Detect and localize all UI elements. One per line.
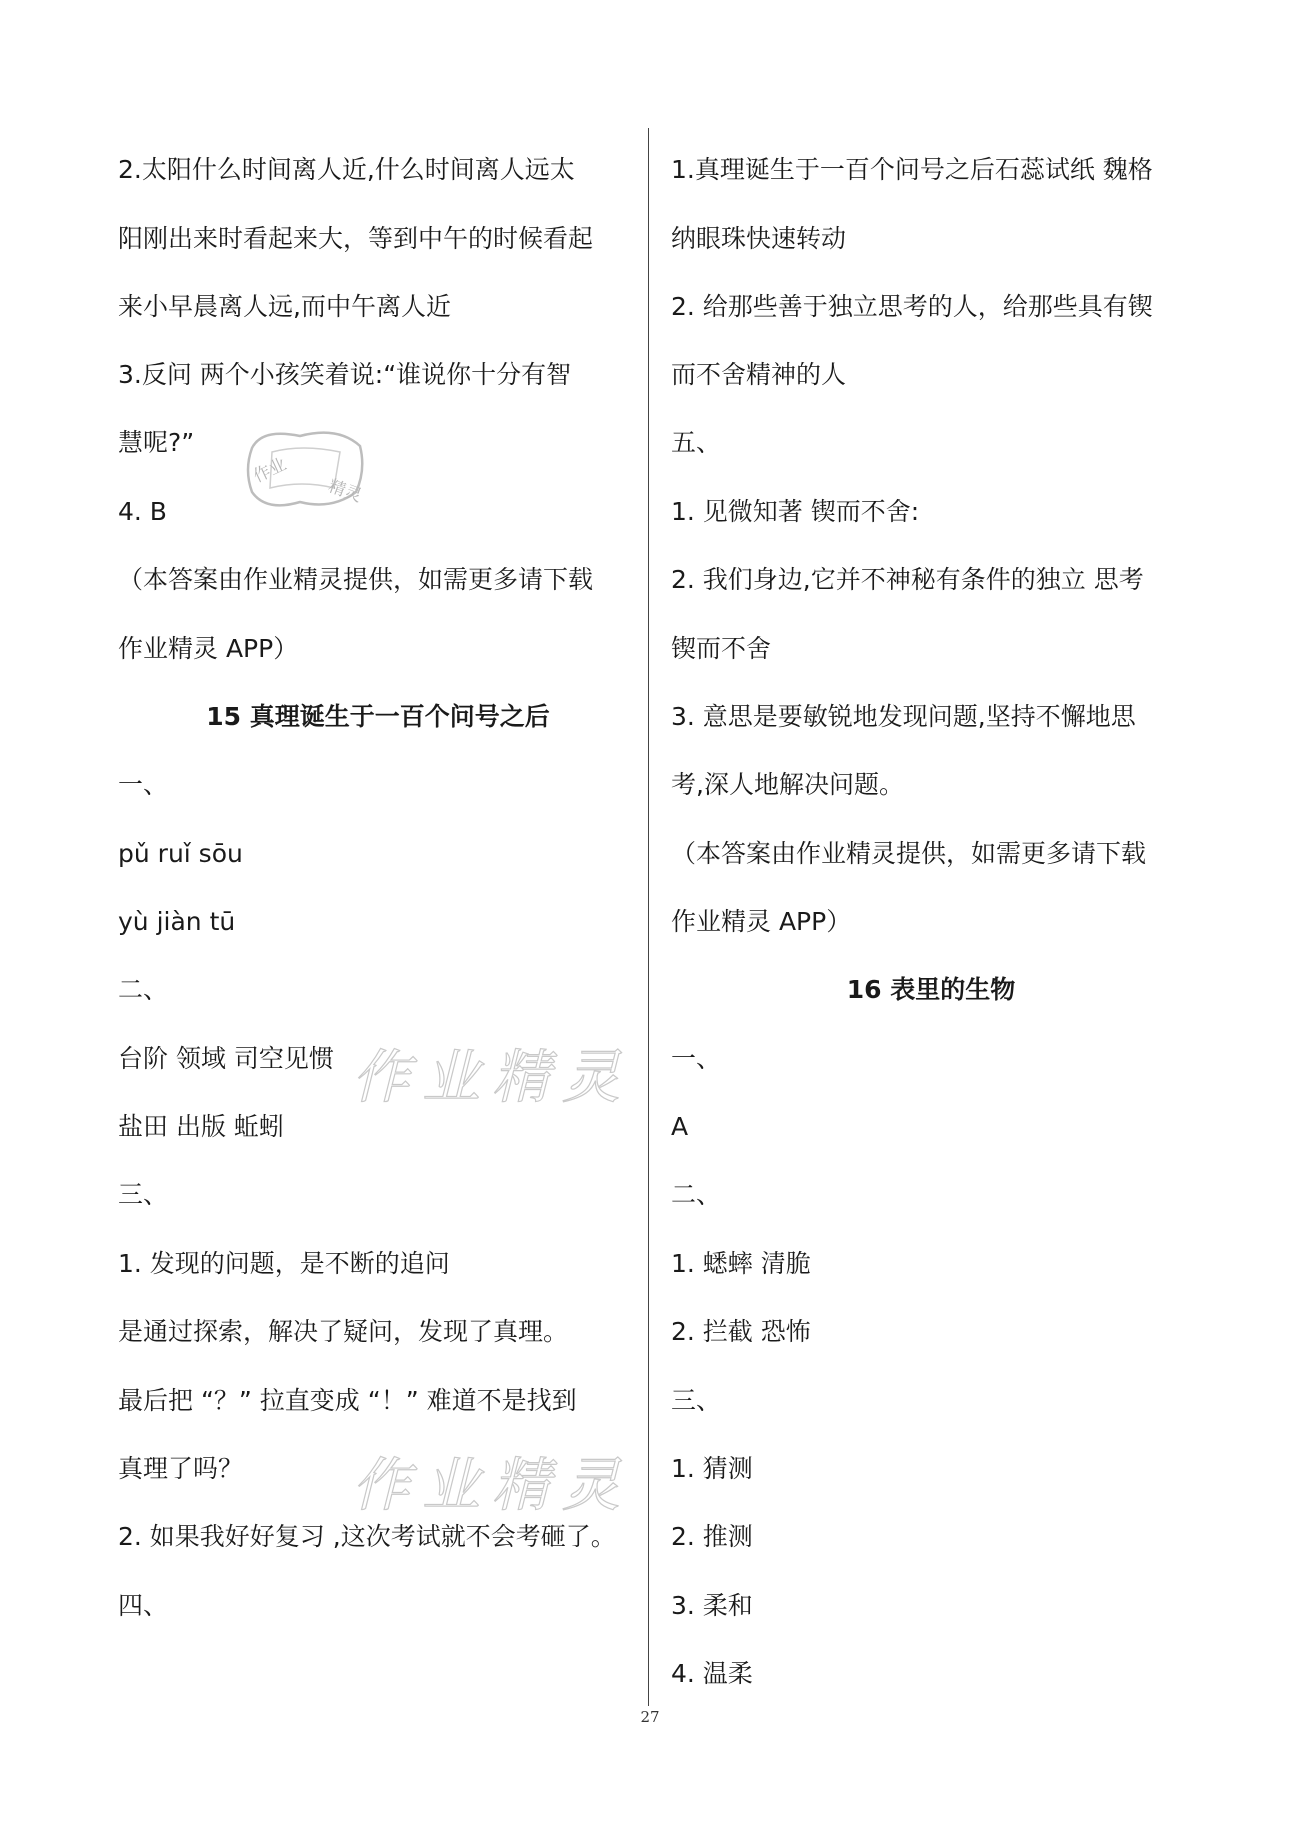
text-line: 是通过探索，解决了疑问，发现了真理。 [118,1317,569,1346]
text-line: 三、 [671,1386,722,1415]
watermark-text: 作业精灵 [352,1043,633,1111]
text-line: 2. 拦截 恐怖 [671,1317,811,1346]
watermark-text: 作业精灵 [352,1451,633,1519]
text-line: 真理了吗？ [118,1454,244,1483]
text-line: 作业精灵 APP） [671,907,852,936]
text-line: 二、 [118,975,169,1004]
text-line: 4. 温柔 [671,1659,753,1688]
text-line: 1. 见微知著 锲而不舍: [671,497,920,526]
text-line: 一、 [671,1044,722,1073]
text-line: 2.太阳什么时间离人近,什么时间离人远太 [118,155,575,184]
text-line: 1.真理诞生于一百个问号之后石蕊试纸 魏格 [671,155,1153,184]
text-line: 一、 [118,770,169,799]
text-line: 1. 发现的问题，是不断的追问 [118,1249,450,1278]
text-line: （本答案由作业精灵提供，如需更多请下载 [118,565,594,594]
text-line: 三、 [118,1180,169,1209]
text-line: 2. 我们身边,它并不神秘有条件的独立 思考 [671,565,1144,594]
text-line: pǔ ruǐ sōu [118,839,243,868]
text-line: 1. 蟋蟀 清脆 [671,1249,811,1278]
text-line: 五、 [671,428,722,457]
text-line: 3. 意思是要敏锐地发现问题,坚持不懈地思 [671,702,1136,731]
text-line: 1. 猜测 [671,1454,753,1483]
column-divider [648,128,649,1706]
watermark-stamp-logo [240,418,370,518]
text-line: A [671,1112,689,1141]
text-line: 慧呢?” [118,428,195,457]
text-line: 3. 柔和 [671,1591,753,1620]
text-line: 锲而不舍 [671,634,772,663]
stamp-text-top: 作业 [250,454,290,488]
text-line: 阳刚出来时看起来大，等到中午的时候看起 [118,224,594,253]
text-line: 最后把 “？” 拉直变成 “！” 难道不是找到 [118,1386,577,1415]
text-line: 而不舍精神的人 [671,360,847,389]
text-line: （本答案由作业精灵提供，如需更多请下载 [671,839,1147,868]
section-heading: 15 真理诞生于一百个问号之后 [206,702,550,731]
text-line: yù jiàn tū [118,907,236,936]
text-line: 四、 [118,1591,169,1620]
text-line: 作业精灵 APP） [118,634,299,663]
text-line: 二、 [671,1180,722,1209]
section-heading: 16 表里的生物 [846,975,1016,1004]
text-line: 盐田 出版 蚯蚓 [118,1112,284,1141]
text-line: 2. 推测 [671,1522,753,1551]
text-line: 4. B [118,497,167,526]
text-line: 2. 如果我好好复习 ,这次考试就不会考砸了。 [118,1522,616,1551]
text-line: 来小早晨离人远,而中午离人近 [118,292,451,321]
page-number: 27 [640,1708,660,1726]
text-line: 2. 给那些善于独立思考的人，给那些具有锲 [671,292,1153,321]
text-line: 3.反问 两个小孩笑着说:“谁说你十分有智 [118,360,572,389]
text-line: 纳眼珠快速转动 [671,224,847,253]
text-line: 台阶 领域 司空见惯 [118,1044,334,1073]
text-line: 考,深人地解决问题。 [671,770,904,799]
stamp-text-bottom: 精灵 [325,476,365,507]
